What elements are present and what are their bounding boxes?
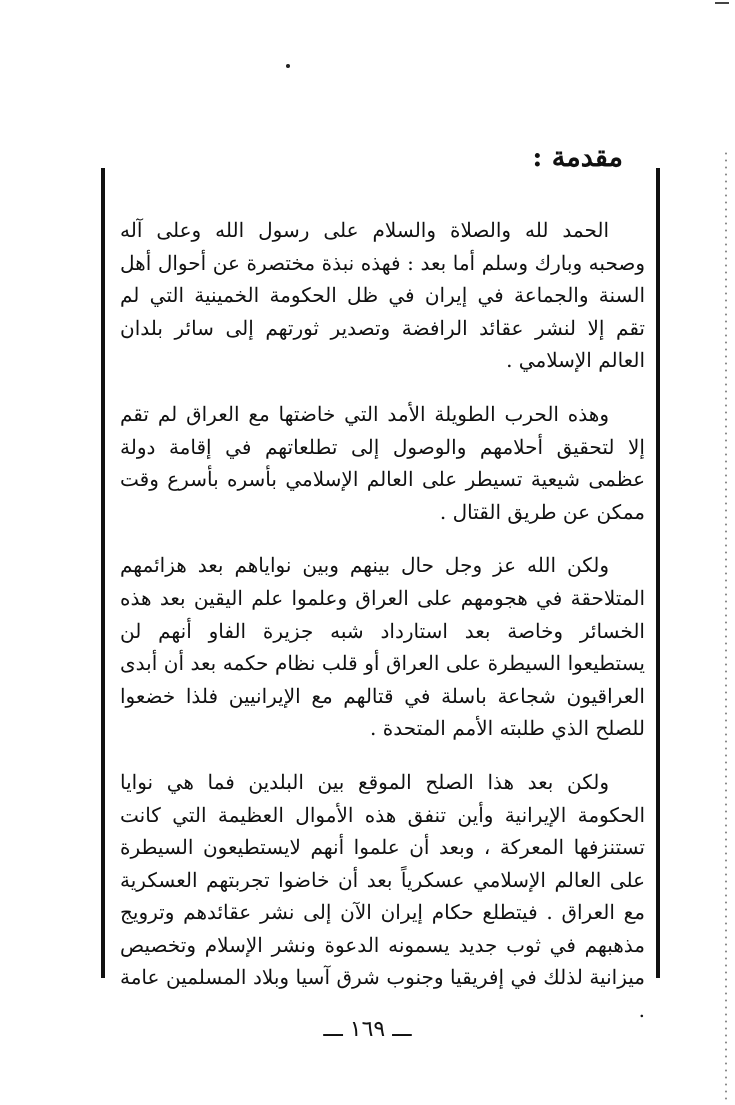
paragraph-4: ولكن بعد هذا الصلح الموقع بين البلدين فما هي نوايا الحكومة الإيرانية وأين تنفق هذه الأموال العظيمة التي كانت تستنزفها المعركة ، وبعد أن علموا أنهم لايستطيعون السيطرة على العالم الإسلامي عسكرياً بعد أن خاضوا تجربتهم العسكرية مع العراق . فيتطلع حكام إيران الآن إلى نشر عقائدهم وترويج مذهبهم في ثوب جديد يسمونه الدعوة ونشر الإسلام وتخصيص ميزانية لذلك في إفريقيا وجنوب شرق آسيا وبلاد المسلمين عامة . bbox=[120, 769, 645, 1023]
page-number: ـــ ١٦٩ ـــ bbox=[323, 1017, 412, 1042]
left-vertical-rule bbox=[101, 168, 105, 978]
scan-speck bbox=[286, 64, 290, 68]
page-edge-dots bbox=[725, 150, 727, 1100]
right-vertical-rule bbox=[656, 168, 660, 978]
paragraph-3: ولكن الله عز وجل حال بينهم وبين نواياهم بعد هزائمهم المتلاحقة في هجومهم على العراق وعلموا علم اليقين بعد هذه الخسائر وخاصة بعد استارداد شبه جزيرة الفاو أنهم لن يستطيعوا السيطرة على العراق أو قلب نظام حكمه بعد أن أبدى العراقيون شجاعة باسلة في قتالهم مع الإيرانيين فلذا خضعوا للصلح الذي طلبته الأمم المتحدة . bbox=[120, 553, 645, 741]
paragraph-1: الحمد لله والصلاة والسلام على رسول الله وعلى آله وصحبه وبارك وسلم أما بعد : فهذه نبذة مختصرة عن أحوال أهل السنة والجماعة في إيران في ظل الحكومة الخمينية التي لم تقم إلا لنشر عقائد الرافضة وتصدير ثورتهم إلى سائر بلدان العالم الإسلامي . bbox=[120, 218, 646, 373]
body-text bbox=[120, 214, 645, 1027]
scan-mark bbox=[715, 2, 729, 4]
section-heading: مقدمة : bbox=[532, 142, 623, 173]
paragraph-2: وهذه الحرب الطويلة الأمد التي خاضتها مع العراق لم تقم إلا لتحقيق أحلامهم والوصول إلى تطلعاتهم في إقامة دولة عظمى شيعية تسيطر على العالم الإسلامي بأسره بأسرع وقت ممكن عن طريق القتال . bbox=[120, 401, 645, 524]
